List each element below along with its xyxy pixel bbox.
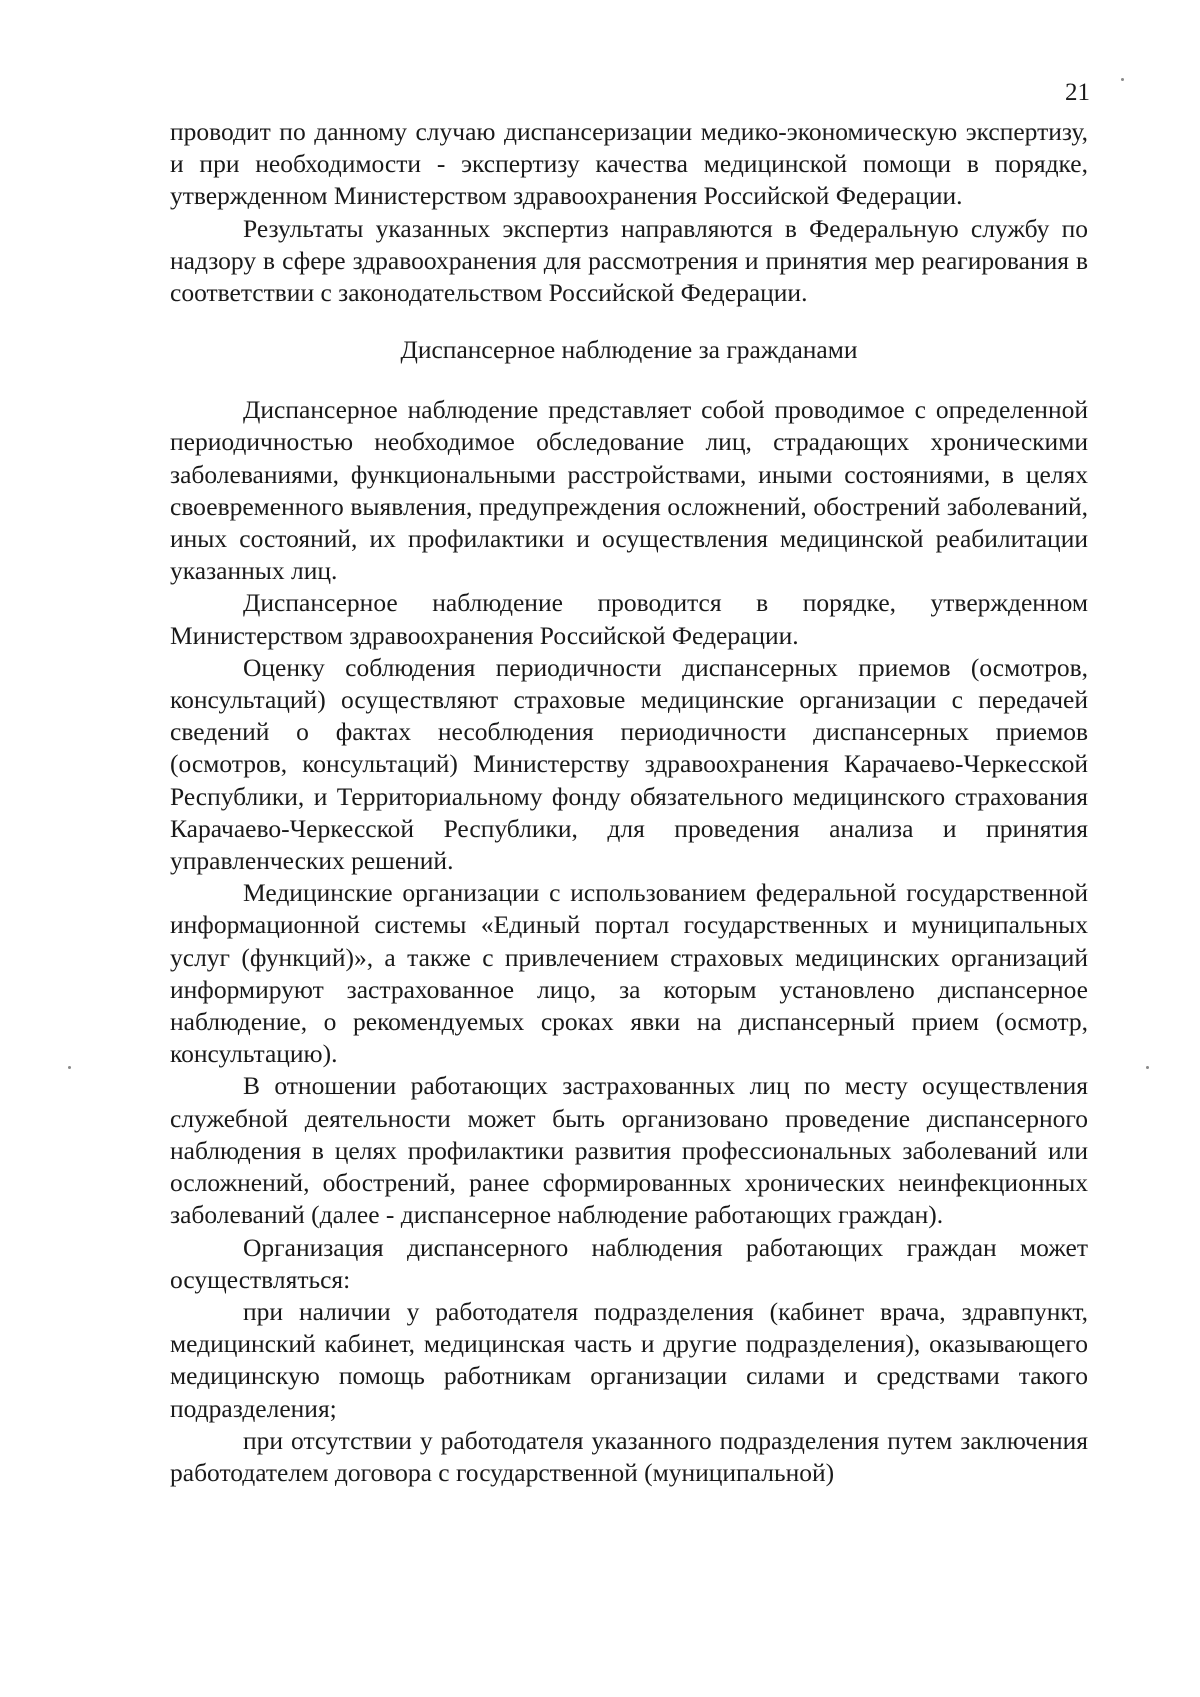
list-item-employer-unit: при наличии у работодателя подразделения (кабинет врача, здравпункт, медицинский кабинет, медицинская часть и другие подразделения), оказывающего медицинскую помощь работникам организации силами и средствами такого подразделения; bbox=[170, 1296, 1088, 1423]
page-number: 21 bbox=[1065, 79, 1090, 106]
paragraph-periodicity-assessment: Оценку соблюдения периодичности диспансерных приемов (осмотров, консультаций) осуществляют страховые медицинские организации с передачей сведений о фактах несоблюдения периодичности диспансерных приемов (осмотров, консультаций) Министерству здравоохранения Карачаево-Черкесской Республики, и Территориальному фонду обязательного медицинского страхования Карачаево-Черкесской Республики, для проведения анализа и принятия управленческих решений. bbox=[170, 652, 1088, 876]
paragraph-informing: Медицинские организации с использованием федеральной государственной информационной системы «Единый портал государственных и муниципальных услуг (функций)», а также с привлечением страховых медицинских организаций информируют застрахованное лицо, за которым установлено диспансерное наблюдение, о рекомендуемых сроках явки на диспансерный прием (осмотр, консультацию). bbox=[170, 878, 1088, 1069]
paragraph-procedure: Диспансерное наблюдение проводится в порядке, утвержденном Министерством здравоохранения Российской Федерации. bbox=[170, 588, 1088, 650]
list-item-no-employer-unit: при отсутствии у работодателя указанного подразделения путем заключения работодателем договора с государственной (муниципальной) bbox=[170, 1425, 1088, 1487]
scan-speck bbox=[68, 1066, 71, 1069]
paragraph-working-persons: В отношении работающих застрахованных лиц по месту осуществления служебной деятельности может быть организовано проведение диспансерного наблюдения в целях профилактики развития профессиональных заболеваний или осложнений, обострений, ранее сформированных хронических неинфекционных заболеваний (далее - диспансерное наблюдение работающих граждан). bbox=[170, 1071, 1088, 1230]
document-body bbox=[170, 116, 1088, 1489]
paragraph-continuation: проводит по данному случаю диспансеризации медико-экономическую экспертизу, и при необходимости - экспертизу качества медицинской помощи в порядке, утвержденном Министерством здравоохранения Российской Федерации. bbox=[170, 117, 1088, 211]
paragraph-definition: Диспансерное наблюдение представляет собой проводимое с определенной периодичностью необходимое обследование лиц, страдающих хроническими заболеваниями, функциональными расстройствами, иными состояниями, в целях своевременного выявления, предупреждения осложнений, обострений заболеваний, иных состояний, их профилактики и осуществления медицинской реабилитации указанных лиц. bbox=[170, 395, 1088, 586]
scan-speck bbox=[1146, 1066, 1149, 1069]
paragraph-organization: Организация диспансерного наблюдения работающих граждан может осуществляться: bbox=[170, 1232, 1088, 1294]
scan-speck bbox=[1121, 78, 1124, 81]
section-heading: Диспансерное наблюдение за гражданами bbox=[400, 335, 858, 365]
paragraph-expertise-results: Результаты указанных экспертиз направляются в Федеральную службу по надзору в сфере здравоохранения для рассмотрения и принятия мер реагирования в соответствии с законодательством Российской Федерации. bbox=[170, 213, 1088, 308]
